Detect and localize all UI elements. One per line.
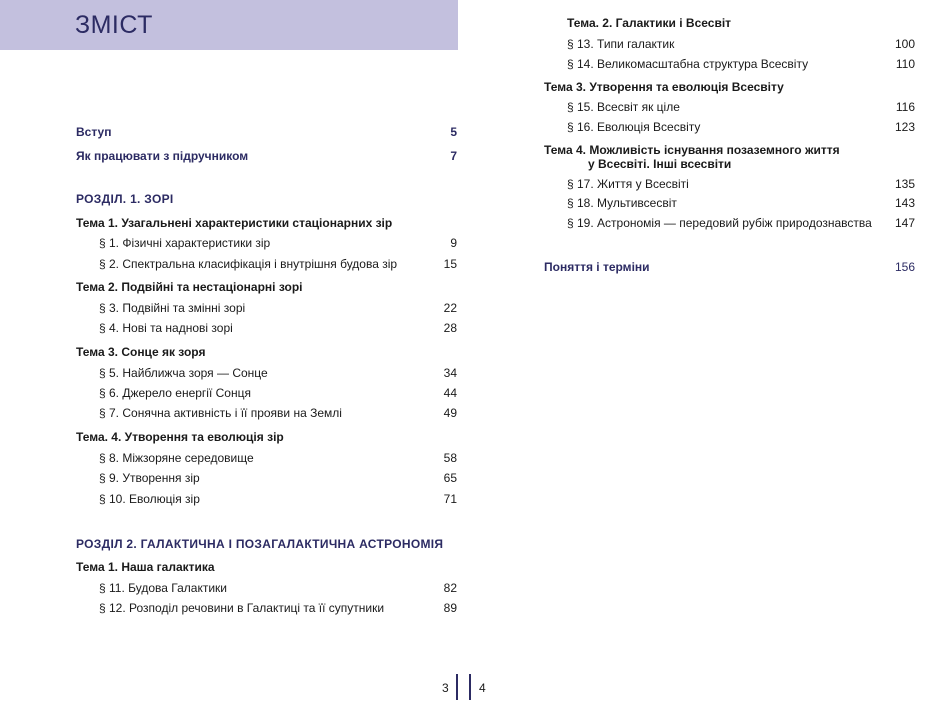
toc-entry-label: § 5. Найближча зоря — Сонце	[99, 366, 268, 380]
toc-entry-label: § 9. Утворення зір	[99, 471, 200, 485]
toc-entry-label: Вступ	[76, 125, 112, 139]
toc-entry-page: 5	[450, 125, 457, 139]
toc-entry-label: § 18. Мультивсесвіт	[567, 196, 677, 210]
toc-entry-page: 15	[443, 257, 457, 271]
toc-entry-page: 44	[443, 386, 457, 400]
toc-entry-label: § 11. Будова Галактики	[99, 581, 227, 595]
toc-entry-label: § 4. Нові та наднові зорі	[99, 321, 233, 335]
toc-entry-page: 135	[894, 177, 915, 191]
toc-entry-page: 123	[894, 120, 915, 134]
toc-entry-page: 34	[443, 366, 457, 380]
page-divider-left	[456, 674, 458, 700]
toc-entry-page: 22	[443, 301, 457, 315]
toc-entry-page: 82	[443, 581, 457, 595]
toc-entry-label: § 8. Міжзоряне середовище	[99, 451, 254, 465]
toc-entry-label: § 3. Подвійні та змінні зорі	[99, 301, 246, 315]
toc-entry-page: 89	[443, 601, 457, 615]
toc-entry-label: § 13. Типи галактик	[567, 37, 675, 51]
page-number-left: 3	[442, 681, 449, 695]
toc-entry-label: § 10. Еволюція зір	[99, 492, 200, 506]
toc-entry-page: 71	[443, 492, 457, 506]
page-title: ЗМІСТ	[75, 11, 153, 39]
toc-entry-page: 65	[443, 471, 457, 485]
toc-entry-page: 110	[895, 57, 915, 71]
toc-entry-label: § 16. Еволюція Всесвіту	[567, 120, 701, 134]
toc-entry-label: § 14. Великомасштабна структура Всесвіту	[567, 57, 809, 71]
toc-entry-page: 143	[894, 196, 915, 210]
toc-entry-label: § 19. Астрономія — передовий рубіж природознавства	[567, 216, 872, 230]
toc-entry-label: Як працювати з підручником	[76, 149, 249, 163]
toc-entry-page: 147	[894, 216, 915, 230]
toc-entry-page: 9	[450, 236, 457, 250]
toc-entry-page: 58	[443, 451, 457, 465]
right-page	[475, 0, 950, 704]
toc-entry-page: 49	[443, 406, 457, 420]
toc-entry-label: § 15. Всесвіт як ціле	[567, 100, 680, 114]
toc-entry-page: 100	[894, 37, 915, 51]
toc-entry-label: § 2. Спектральна класифікація і внутрішня будова зір	[99, 257, 398, 271]
page-number-right: 4	[479, 681, 486, 695]
toc-entry-label: § 6. Джерело енергії Сонця	[99, 386, 251, 400]
page-divider-right	[469, 674, 471, 700]
toc-entry-page: 7	[450, 149, 457, 163]
toc-entry-label: Поняття і терміни	[544, 260, 650, 274]
toc-entry-page: 28	[443, 321, 457, 335]
toc-entry-label: § 7. Сонячна активність і її прояви на Землі	[99, 406, 342, 420]
toc-entry-page: 156	[894, 260, 915, 274]
toc-entry-page: 116	[895, 100, 915, 114]
header-band	[0, 0, 458, 50]
toc-entry-label: § 17. Життя у Всесвіті	[567, 177, 689, 191]
toc-entry-label: § 12. Розподіл речовини в Галактиці та її супутники	[99, 601, 385, 615]
toc-entry-label: § 1. Фізичні характеристики зір	[99, 236, 271, 250]
